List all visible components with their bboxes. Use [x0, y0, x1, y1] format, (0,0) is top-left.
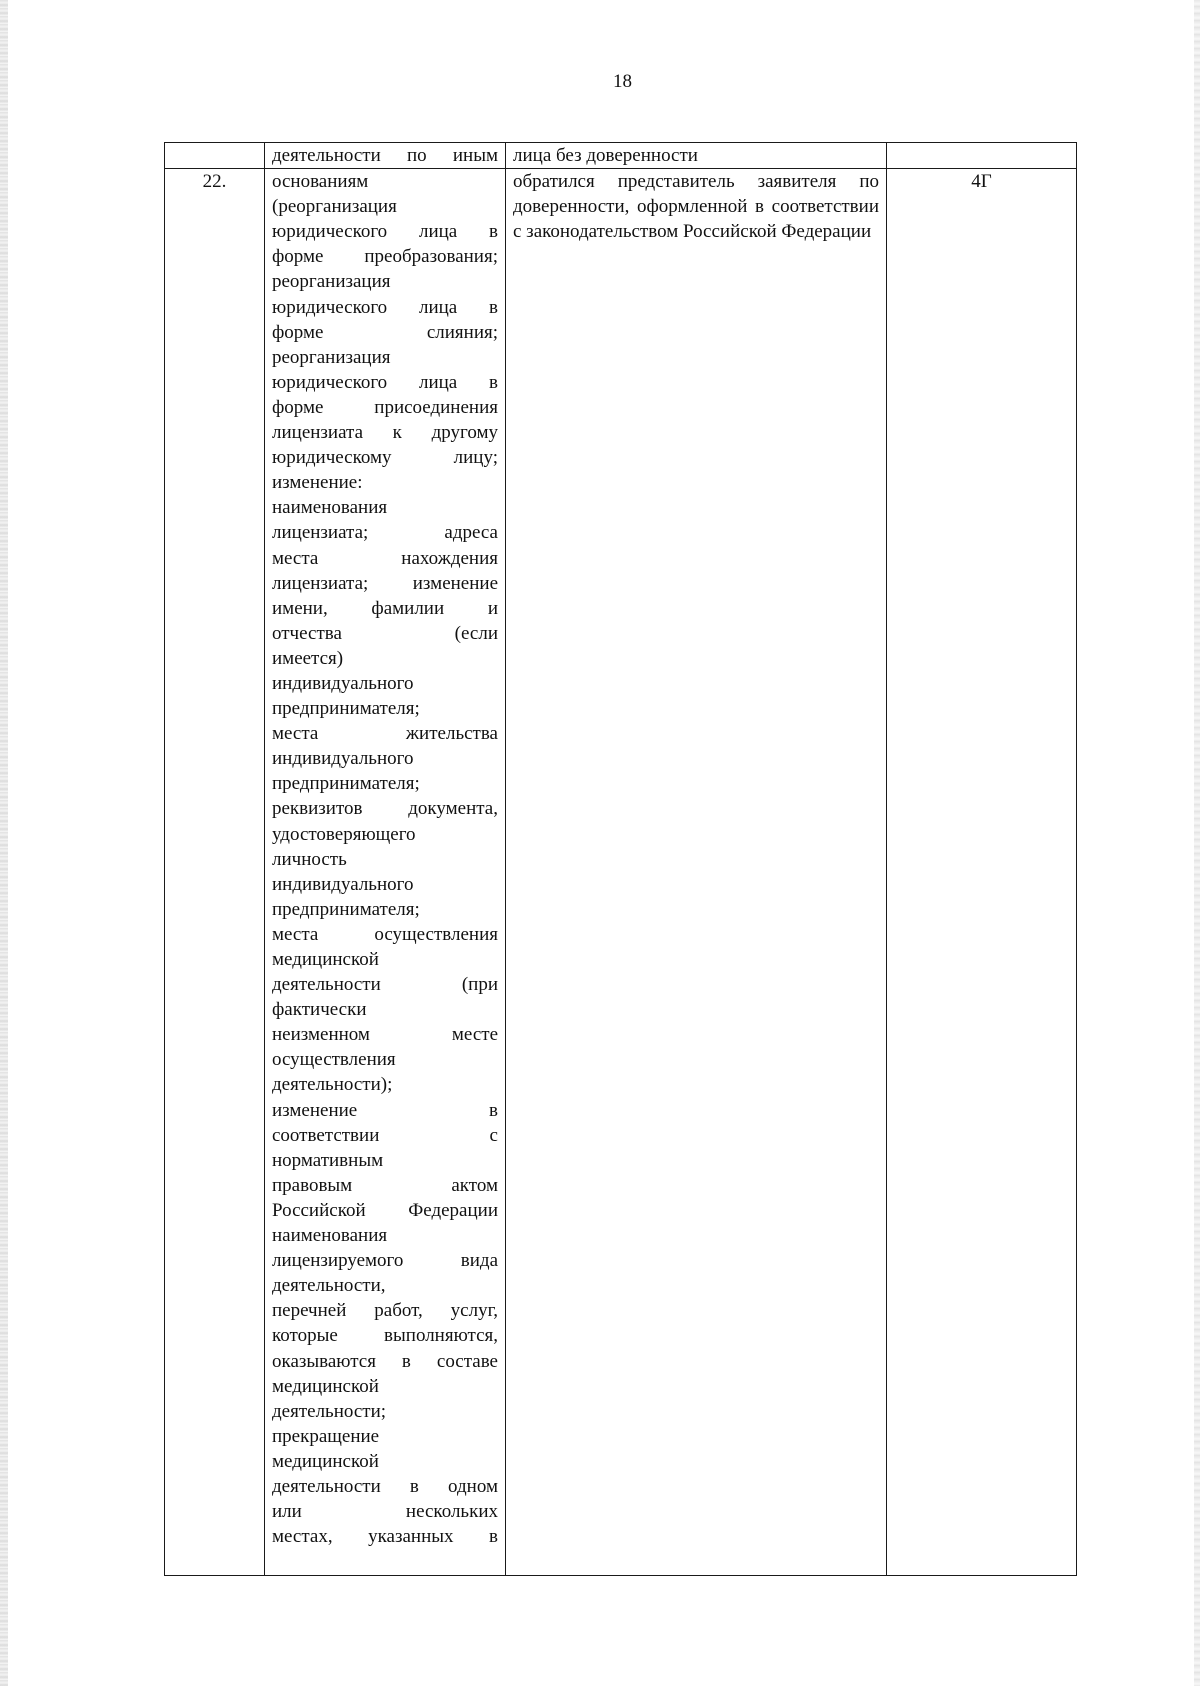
basis-line: нормативным: [272, 1149, 384, 1171]
basis-line: деятельности,: [272, 1275, 386, 1297]
basis-line: форме слияния;: [272, 321, 498, 343]
condition-cell: лица без доверенности: [506, 143, 887, 169]
basis-line: деятельности (при: [272, 974, 498, 996]
basis-line: места нахождения: [272, 547, 498, 569]
table-row: [165, 143, 1077, 169]
basis-line: медицинской: [272, 1375, 379, 1397]
basis-line: отчества (если: [272, 622, 498, 644]
basis-line: неизменном месте: [272, 1024, 498, 1046]
scan-edge-right: [1194, 0, 1200, 1686]
basis-line: индивидуального: [272, 873, 414, 895]
basis-line: индивидуального: [272, 748, 414, 770]
basis-line: (реорганизация: [272, 196, 397, 218]
basis-line: которые выполняются,: [272, 1325, 498, 1347]
basis-line: юридического лица в: [272, 221, 498, 243]
condition-cell: обратился представитель заявителя по доверенности, оформленной в соответствии с законодательством Российской Федерации: [506, 169, 887, 1576]
basis-line: форме присоединения: [272, 396, 498, 418]
table-row: [165, 169, 1077, 1576]
basis-line: основаниям: [272, 171, 369, 193]
basis-line: предпринимателя;: [272, 898, 420, 920]
basis-line: личность: [272, 848, 347, 870]
basis-line: форме преобразования;: [272, 246, 498, 268]
basis-line: деятельности по иным: [272, 145, 498, 166]
basis-line: соответствии с: [272, 1124, 498, 1146]
basis-line: деятельности;: [272, 1400, 387, 1422]
basis-line: изменение:: [272, 472, 363, 494]
basis-line: осуществления: [272, 1049, 396, 1071]
code-cell: [887, 143, 1077, 169]
basis-line: местах, указанных в: [272, 1526, 498, 1548]
basis-line: деятельности);: [272, 1074, 393, 1096]
basis-line: лицензируемого вида: [272, 1250, 498, 1272]
basis-line: юридического лица в: [272, 296, 498, 318]
basis-line: или нескольких: [272, 1501, 498, 1523]
code-cell: 4Г: [887, 169, 1077, 1576]
basis-line: медицинской: [272, 949, 379, 970]
row-number-cell: [165, 143, 265, 169]
basis-line: имеется): [272, 647, 344, 669]
basis-line: лицензиата; изменение: [272, 572, 498, 594]
basis-line: наименования: [272, 1225, 388, 1247]
basis-line: реквизитов документа,: [272, 798, 498, 820]
basis-line: предпринимателя;: [272, 773, 420, 795]
basis-line: индивидуального: [272, 672, 414, 694]
basis-line: изменение в: [272, 1099, 498, 1121]
basis-line: деятельности в одном: [272, 1475, 498, 1497]
row-number-cell: 22.: [165, 169, 265, 1576]
basis-line: места осуществления: [272, 923, 498, 945]
basis-line: наименования: [272, 497, 388, 519]
basis-line: оказываются в составе: [272, 1350, 498, 1372]
page-number: 18: [613, 71, 632, 92]
basis-line: Российской Федерации: [272, 1199, 498, 1221]
basis-line: медицинской: [272, 1450, 379, 1472]
basis-line: реорганизация: [272, 346, 391, 368]
scan-edge-left: [0, 0, 8, 1686]
basis-line: перечней работ, услуг,: [272, 1300, 498, 1322]
basis-line: юридического лица в: [272, 371, 498, 393]
basis-line: предпринимателя;: [272, 698, 420, 720]
basis-line: имени, фамилии и: [272, 597, 498, 619]
basis-line: лицензиата к другому: [272, 422, 498, 444]
basis-line: реорганизация: [272, 271, 391, 293]
document-table: [164, 142, 1077, 1576]
basis-cell: [265, 143, 506, 169]
basis-line: места жительства: [272, 723, 498, 745]
basis-line: прекращение: [272, 1425, 380, 1447]
basis-line: фактически: [272, 999, 367, 1021]
basis-line: удостоверяющего: [272, 823, 416, 845]
basis-line: лицензиата; адреса: [272, 522, 498, 544]
basis-line: юридическому лицу;: [272, 447, 498, 469]
basis-cell: [265, 169, 506, 1576]
basis-line: правовым актом: [272, 1174, 498, 1196]
